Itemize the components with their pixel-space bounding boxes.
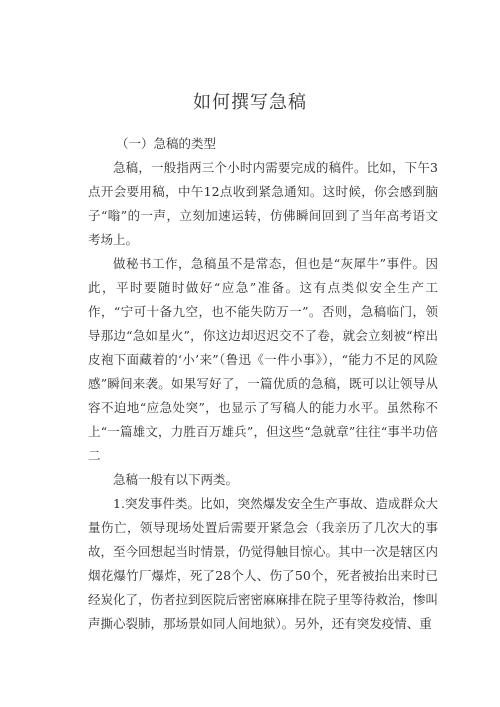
document-title: 如何撰写急稿 xyxy=(193,92,307,113)
paragraph-4: 1.突发事件类。比如，突然爆发安全生产事故、造成群众大量伤亡，领导现场处置后需要开紧急会（我亲历了几次大的事故，至今回想起当时情景，仍觉得触目惊心。其中一次是辖区内烟花爆竹厂爆炸，死了28个人、伤了50个，死者被抬出来时已经炭化了，伤者拉到医院后密密麻麻排在院子里等待救治，惨叫声撕心裂肺，那场景如同人间地狱）。另外，还有突发疫情、重 xyxy=(88,496,439,631)
paragraph-2: 做秘书工作，急稿虽不是常态，但也是“灰犀牛”事件。因此，平时要随时做好“应急”准备。这有点类似安全生产工作，“宁可十备九空，也不能失防万一”。否则，急稿临门，领导那边“急如星火”，你这边却迟迟交不了卷，就会立刻被“榨出皮袍下面藏着的‘小’来”（鲁迅《一件小事》），“能力不足的风险感”瞬间来袭。如果写好了，一篇优质的急稿，既可以让领导从容不迫地“应急处突”，也显示了写稿人的能力水平。虽然称不上“一篇雄文，力胜百万雄兵”，但这些“急就章”往往“事半功倍二 xyxy=(88,256,438,463)
document-body xyxy=(88,132,438,636)
paragraph-1: 急稿，一般指两三个小时内需要完成的稿件。比如，下午3点开会要用稿，中午12点收到紧急通知。这时候，你会感到脑子“嗡”的一声，立刻加速运转，仿佛瞬间回到了当年高考语文考场上。 xyxy=(88,160,438,247)
section-heading: （一）急稿的类型 xyxy=(116,136,217,151)
paragraph-3: 急稿一般有以下两类。 xyxy=(113,472,239,487)
